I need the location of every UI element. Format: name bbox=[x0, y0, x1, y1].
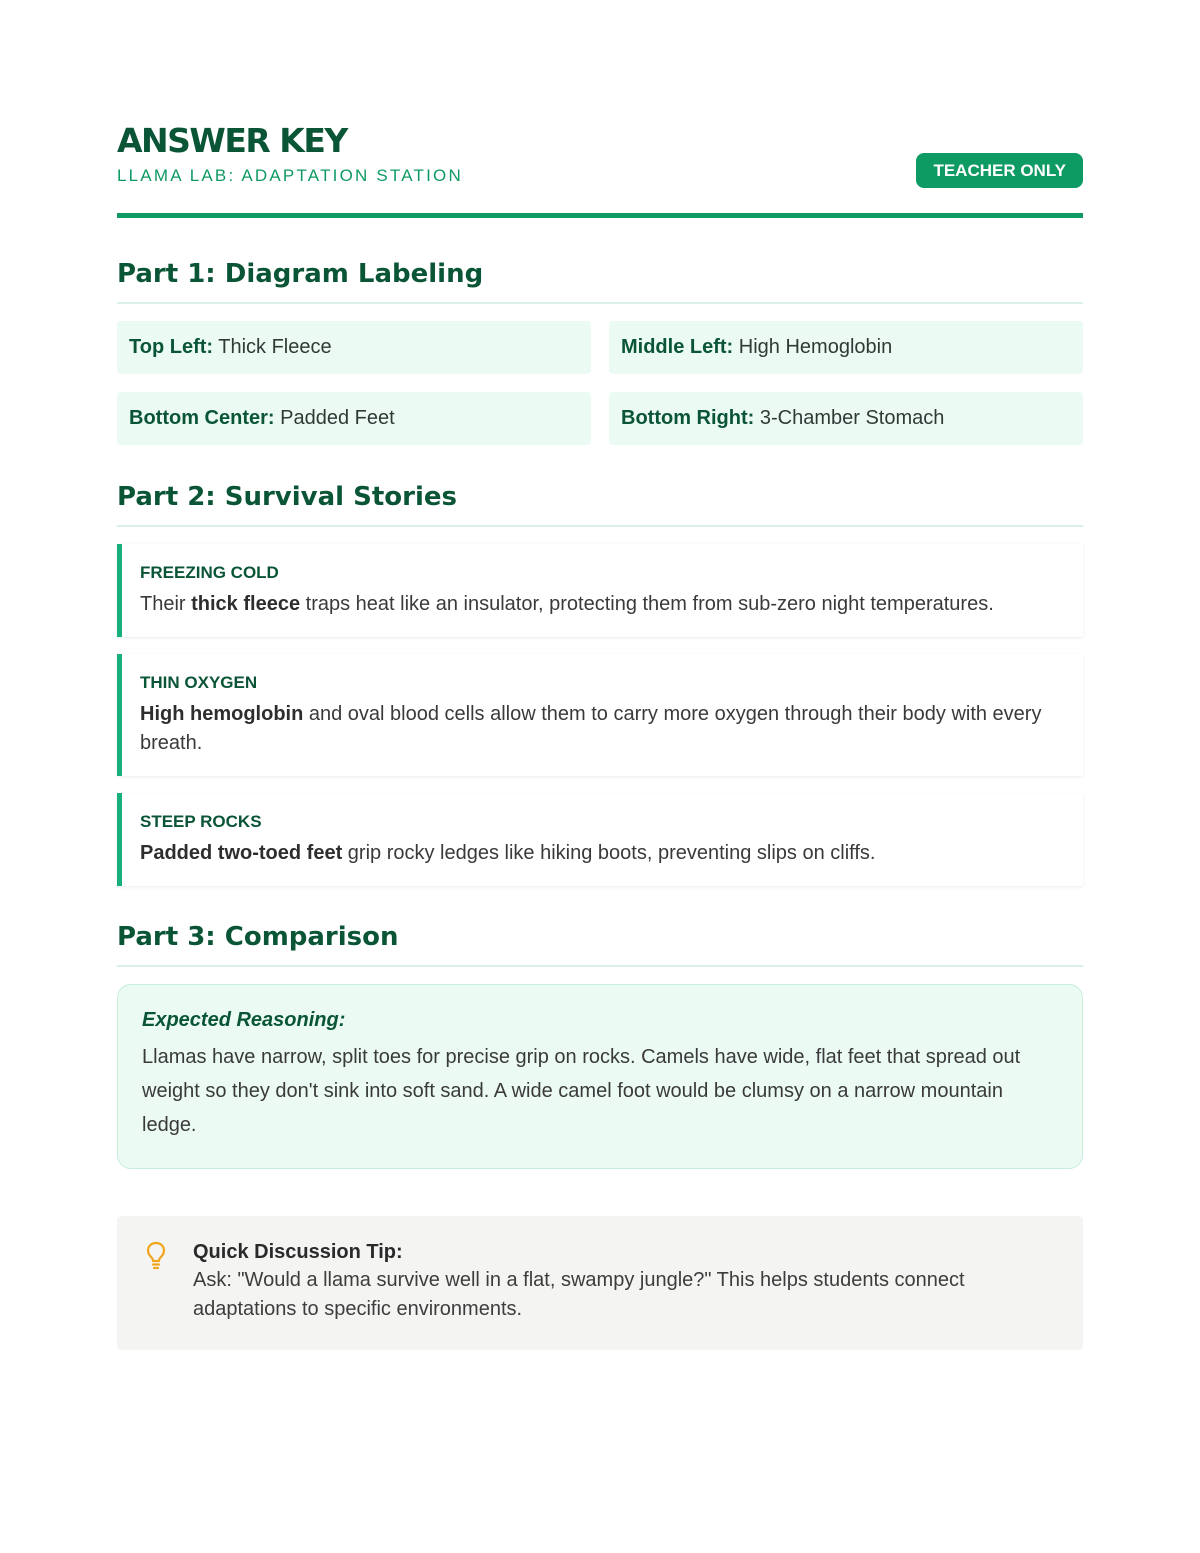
label-answer: High Hemoglobin bbox=[738, 336, 893, 358]
story-text-after: and oval blood cells allow them to carry more oxygen through their body with every breath. bbox=[140, 703, 1042, 754]
tip-text: Ask: "Would a llama survive well in a flat, swampy jungle?" This helps students connect adaptations to specific environments. bbox=[193, 1269, 965, 1320]
label-answer: 3-Chamber Stomach bbox=[759, 407, 945, 429]
story-card-steep-rocks bbox=[117, 793, 1083, 886]
tip-heading: Quick Discussion Tip: bbox=[193, 1241, 403, 1263]
diagram-labels-grid bbox=[117, 321, 1083, 445]
story-keyword: High hemoglobin bbox=[140, 703, 304, 725]
story-text-after: grip rocky ledges like hiking boots, preventing slips on cliffs. bbox=[342, 842, 876, 864]
story-text-after: traps heat like an insulator, protecting them from sub-zero night temperatures. bbox=[300, 593, 994, 615]
part3-title: Part 3: Comparison bbox=[117, 921, 1083, 967]
part2-title: Part 2: Survival Stories bbox=[117, 481, 1083, 527]
story-card-thin-oxygen bbox=[117, 654, 1083, 776]
lightbulb-icon bbox=[145, 1240, 167, 1272]
page-subtitle: LLAMA LAB: ADAPTATION STATION bbox=[117, 166, 463, 185]
label-bottom-center bbox=[117, 392, 591, 445]
story-heading: STEEP ROCKS bbox=[140, 812, 262, 831]
label-position: Top Left: bbox=[129, 336, 214, 358]
story-keyword: Padded two-toed feet bbox=[140, 842, 343, 864]
story-heading: THIN OXYGEN bbox=[140, 673, 258, 692]
reasoning-heading: Expected Reasoning: bbox=[142, 1009, 346, 1031]
label-answer: Thick Fleece bbox=[218, 336, 332, 358]
story-keyword: thick fleece bbox=[191, 593, 301, 615]
story-text bbox=[140, 700, 1063, 758]
label-position: Bottom Center: bbox=[129, 407, 275, 429]
label-middle-left bbox=[609, 321, 1083, 374]
label-position: Bottom Right: bbox=[621, 407, 755, 429]
label-top-left bbox=[117, 321, 591, 374]
label-answer: Padded Feet bbox=[280, 407, 395, 429]
discussion-tip-box bbox=[117, 1216, 1083, 1350]
survival-stories bbox=[117, 544, 1083, 886]
story-card-freezing-cold bbox=[117, 544, 1083, 637]
reasoning-text: Llamas have narrow, split toes for precise grip on rocks. Camels have wide, flat feet that spread out weight so they don't sink into soft sand. A wide camel foot would be clumsy on a narrow mountain ledge. bbox=[142, 1046, 1021, 1136]
label-bottom-right bbox=[609, 392, 1083, 445]
story-text bbox=[140, 839, 1063, 868]
header bbox=[117, 118, 1083, 218]
teacher-only-badge: TEACHER ONLY bbox=[916, 153, 1083, 188]
label-position: Middle Left: bbox=[621, 336, 734, 358]
content bbox=[117, 118, 1083, 1350]
story-text bbox=[140, 590, 1063, 619]
part1-title: Part 1: Diagram Labeling bbox=[117, 258, 1083, 304]
page-title: ANSWER KEY bbox=[117, 121, 347, 160]
story-heading: FREEZING COLD bbox=[140, 563, 279, 582]
story-text-before: Their bbox=[140, 593, 192, 615]
expected-reasoning-box bbox=[117, 984, 1083, 1169]
